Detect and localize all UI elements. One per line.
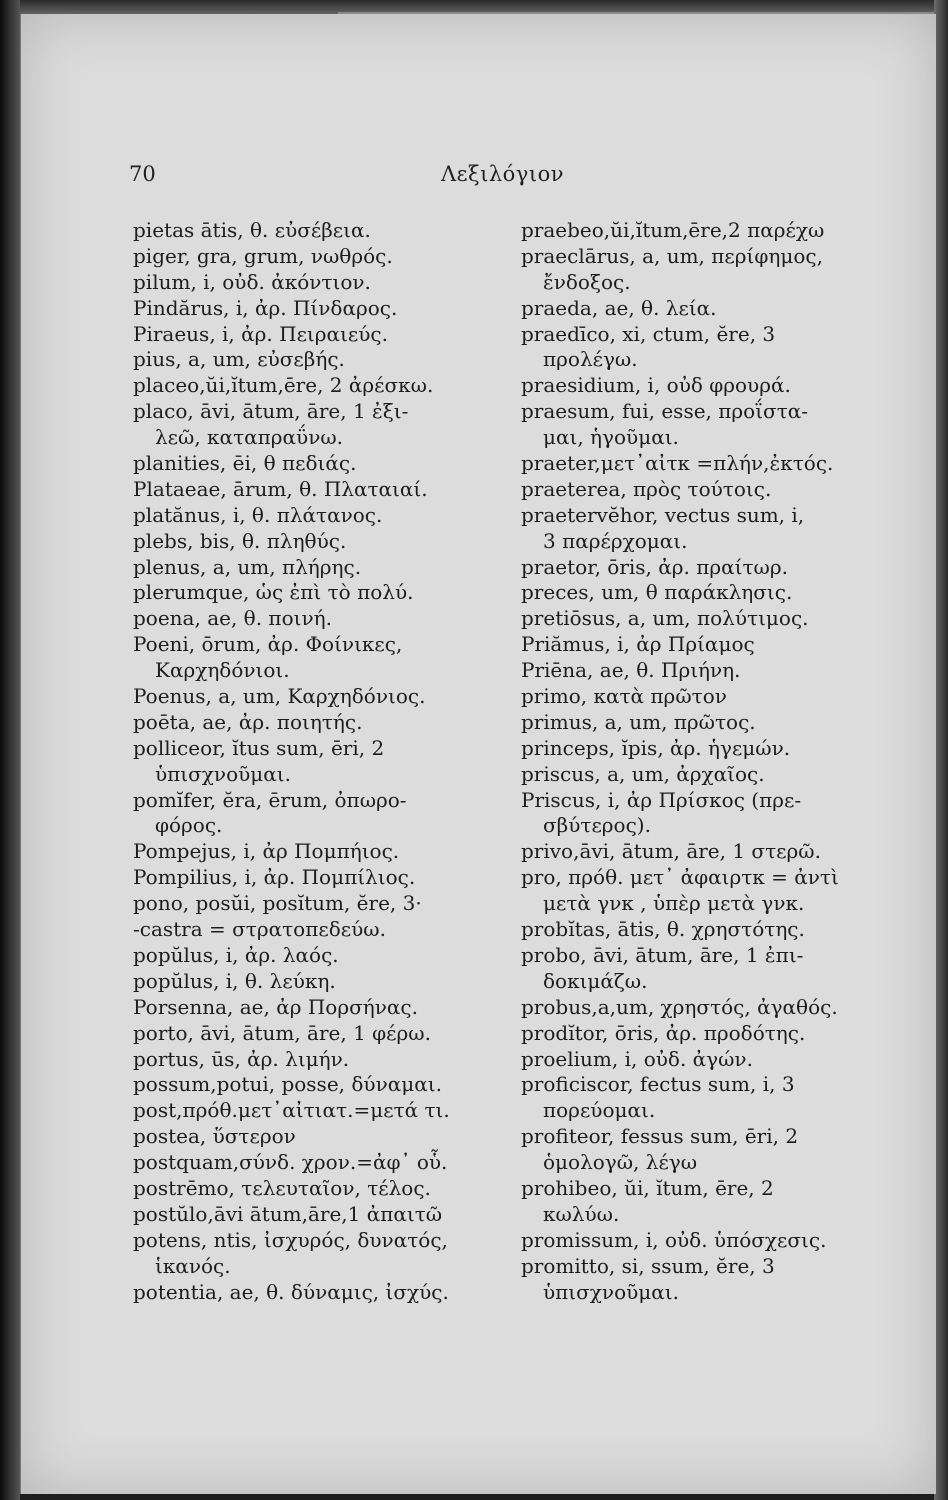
glossary-line: κωλύω. [543,1201,620,1226]
glossary-line: μετὰ γνκ , ὑπὲρ μετὰ γνκ. [543,891,805,916]
glossary-line: planities, ēi, θ πεδιάς. [133,451,357,476]
glossary-line: plebs, bis, θ. πληθύς. [133,528,347,553]
glossary-line: profiteor, fessus sum, ēri, 2 [521,1124,799,1149]
glossary-line: Poenus, a, um, Καρχηδόνιος. [133,684,426,709]
glossary-line: Priēna, ae, θ. Πριήνη. [521,658,741,683]
glossary-line: σβύτερος). [543,813,651,838]
glossary-line: praeterea, πρὸς τούτοις. [521,476,772,501]
glossary-line: proficiscor, fectus sum, i, 3 [521,1072,795,1097]
glossary-line: plenus, a, um, πλήρης. [133,554,362,579]
glossary-line: ὑπισχνοῦμαι. [543,1279,679,1304]
page-right-edge [934,0,948,1500]
glossary-line: postquam,σύνδ. χρον.=ἀφ᾽ οὗ. [133,1150,448,1175]
glossary-line: promissum, i, οὐδ. ὑπόσχεσις. [521,1227,827,1252]
glossary-line: praeclārus, a, um, περίφημος, [521,243,823,268]
glossary-line: possum,potui, posse, δύναμαι. [133,1072,442,1097]
glossary-line: praedīco, xi, ctum, ĕre, 3 [521,321,776,346]
glossary-line: praeter,μετ᾽αἰτκ =πλήν,ἐκτός. [521,451,834,476]
glossary-line: postea, ὕστερον [133,1124,296,1149]
glossary-line: porto, āvi, ātum, āre, 1 φέρω. [133,1020,431,1045]
glossary-line: praesum, fui, esse, προΐστα- [521,399,809,424]
page-number: 70 [129,162,156,186]
glossary-line: popŭlus, i, θ. λεύκη. [133,968,336,993]
glossary-line: pono, posŭi, posĭtum, ĕre, 3· [133,891,422,916]
glossary-line: poena, ae, θ. ποινή. [133,606,332,631]
glossary-line: plerumque, ὡς ἐπὶ τὸ πολύ. [133,580,414,605]
running-head: Λεξιλόγιον [441,162,564,186]
glossary-line: preces, um, θ παράκλησις. [521,580,793,605]
glossary-line: προλέγω. [543,347,638,372]
glossary-line: priscus, a, um, ἀρχαῖος. [521,761,765,786]
right-column [521,218,881,1305]
book-page [20,14,936,1494]
glossary-line: ὁμολογῶ, λέγω [543,1150,698,1175]
glossary-line: princeps, ĭpis, ἀρ. ἡγεμών. [521,735,791,760]
glossary-line: Priămus, i, ἀρ Πρίαμος [521,632,755,657]
glossary-line: 3 παρέρχομαι. [543,528,688,553]
glossary-line: prodĭtor, ōris, ἀρ. προδότης. [521,1020,806,1045]
glossary-line: proelium, i, οὐδ. ἀγών. [521,1046,753,1071]
glossary-line: λεῶ, καταπραΰνω. [155,425,344,450]
glossary-line: Priscus, i, ἀρ Πρίσκος (πρε- [521,787,802,812]
glossary-line: primus, a, um, πρῶτος. [521,709,756,734]
glossary-line: platănus, i, θ. πλάτανος. [133,502,383,527]
glossary-line: postŭlo,āvi ātum,āre,1 ἀπαιτῶ [133,1201,443,1226]
glossary-line: Pompejus, i, ἀρ Πομπήιος. [133,839,400,864]
glossary-line: postrēmo, τελευταῖον, τέλος. [133,1175,431,1200]
glossary-line: potentia, ae, θ. δύναμις, ἰσχύς. [133,1279,449,1304]
glossary-line: promitto, si, ssum, ĕre, 3 [521,1253,775,1278]
glossary-line: poēta, ae, ἀρ. ποιητής. [133,709,363,734]
glossary-line: polliceor, ĭtus sum, ēri, 2 [133,735,385,760]
glossary-line: pro, πρόθ. μετ᾽ ἀφαιρτκ = ἀντὶ [521,865,839,890]
glossary-line: praetervĕhor, vectus sum, i, [521,502,805,527]
glossary-line: portus, ūs, ἀρ. λιμήν. [133,1046,350,1071]
glossary-line: Pindărus, i, ἀρ. Πίνδαρος. [133,295,398,320]
glossary-line: ὑπισχνοῦμαι. [155,761,291,786]
glossary-line: pretiōsus, a, um, πολύτιμος. [521,606,809,631]
glossary-line: δοκιμάζω. [543,968,648,993]
glossary-line: Poeni, ōrum, ἀρ. Φοίνικες, [133,632,403,657]
glossary-line: praeda, ae, θ. λεία. [521,295,717,320]
glossary-line: πορεύομαι. [543,1098,656,1123]
glossary-line: φόρος. [155,813,223,838]
glossary-line: pilum, i, οὐδ. ἀκόντιον. [133,269,371,294]
book-spine-shadow [0,0,20,1500]
glossary-line: pietas ātis, θ. εὐσέβεια. [133,218,371,242]
glossary-line: Pompilius, i, ἀρ. Πομπίλιος. [133,865,416,890]
glossary-line: post,πρόθ.μετ᾽αἰτιατ.=μετά τι. [133,1098,450,1123]
glossary-line: privo,āvi, ātum, āre, 1 στερῶ. [521,839,821,864]
glossary-line: popŭlus, i, ἀρ. λαός. [133,942,339,967]
glossary-line: praetor, ōris, ἀρ. πραίτωρ. [521,554,788,579]
glossary-line: Porsenna, ae, ἀρ Πορσήνας. [133,994,418,1019]
page-header [21,162,936,192]
glossary-line: primo, κατὰ πρῶτον [521,684,727,709]
glossary-line: pius, a, um, εὐσεβής. [133,347,345,372]
glossary-line: Plataeae, ārum, θ. Πλαταιαί. [133,476,428,501]
glossary-line: potens, ntis, ἰσχυρός, δυνατός, [133,1227,448,1252]
glossary-line: praesidium, i, οὐδ φρουρά. [521,373,791,398]
glossary-line: pomĭfer, ĕra, ērum, ὀπωρο- [133,787,407,812]
glossary-line: -castra = στρατοπεδεύω. [133,917,386,942]
glossary-line: Καρχηδόνιοι. [155,658,290,683]
glossary-line: placeo,ŭi,ĭtum,ēre, 2 ἀρέσκω. [133,373,434,398]
glossary-line: placo, āvi, ātum, āre, 1 ἐξι- [133,399,409,424]
left-column [133,218,491,1305]
glossary-line: μαι, ἡγοῦμαι. [543,425,679,450]
glossary-line: probus,a,um, χρηστός, ἀγαθός. [521,994,838,1019]
glossary-line: praebeo,ŭi,ĭtum,ēre,2 παρέχω [521,218,825,242]
glossary-line: prohibeo, ŭi, ĭtum, ēre, 2 [521,1175,774,1200]
glossary-line: piger, gra, grum, νωθρός. [133,243,393,268]
glossary-line: probĭtas, ātis, θ. χρηστότης. [521,917,805,942]
glossary-line: ἱκανός. [155,1253,231,1278]
glossary-line: ἔνδοξος. [543,269,631,294]
glossary-line: probo, āvi, ātum, āre, 1 ἐπι- [521,942,804,967]
glossary-line: Piraeus, i, ἀρ. Πειραιεύς. [133,321,388,346]
